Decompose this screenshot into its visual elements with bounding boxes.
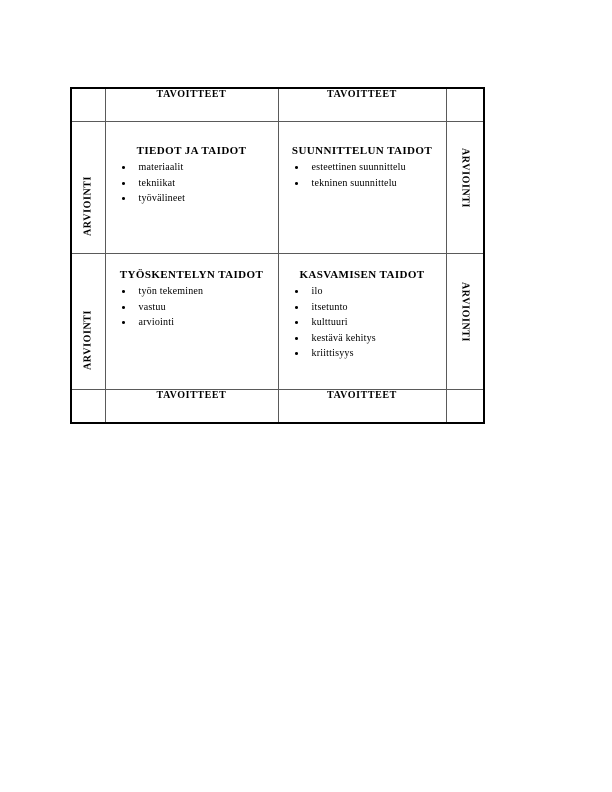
list-item [122, 191, 278, 207]
bullet-list [106, 284, 278, 331]
quadrant-title: TIEDOT JA TAIDOT [136, 145, 247, 157]
list-item-text: tekninen suunnittelu [311, 177, 397, 189]
right-rail-label-1: ARVIOINTI [459, 148, 471, 209]
quadrant-suunnittelun-taidot [278, 122, 446, 254]
bullet-icon [295, 306, 298, 309]
quadrant-title: TYÖSKENTELYN TAIDOT [119, 269, 264, 281]
list-item [122, 284, 278, 300]
corner-cell-top-left [71, 88, 105, 122]
bullet-list [279, 160, 446, 191]
right-rail-cell-2 [446, 254, 484, 390]
quadrant-row-2 [71, 254, 484, 390]
bullet-icon [122, 166, 125, 169]
list-item [122, 315, 278, 331]
footer-row [71, 390, 484, 424]
bullet-icon [295, 321, 298, 324]
bullet-icon [122, 290, 125, 293]
bullet-icon [122, 197, 125, 200]
corner-cell-top-right [446, 88, 484, 122]
list-item [295, 284, 446, 300]
goal-label-top-right: TAVOITTEET [278, 88, 446, 122]
list-item [295, 176, 446, 192]
bullet-icon [295, 337, 298, 340]
left-rail-label-1: ARVIOINTI [82, 175, 94, 236]
quadrant-kasvamisen-taidot [278, 254, 446, 390]
list-item [295, 346, 446, 362]
list-item-text: materiaalit [138, 162, 184, 173]
goal-label-bottom-right: TAVOITTEET [278, 390, 446, 424]
quadrant-title: KASVAMISEN TAIDOT [299, 269, 425, 281]
goal-label-bottom-left: TAVOITTEET [105, 390, 278, 424]
list-item-text: työn tekeminen [138, 286, 204, 297]
quadrant-tiedot-ja-taidot [105, 122, 278, 254]
list-item-text: itsetunto [311, 301, 348, 313]
left-rail-cell-1 [71, 122, 105, 254]
bullet-icon [295, 352, 298, 355]
bullet-list [106, 160, 278, 207]
bullet-icon [122, 306, 125, 309]
list-item-text: esteettinen suunnittelu [311, 162, 406, 173]
list-item-text: kulttuuri [311, 317, 348, 328]
list-item [295, 331, 446, 347]
corner-cell-bottom-right [446, 390, 484, 424]
quadrant-tyoskentelyn-taidot [105, 254, 278, 390]
goal-label-top-left: TAVOITTEET [105, 88, 278, 122]
list-item [295, 160, 446, 176]
list-item-text: kriittisyys [311, 348, 354, 359]
right-rail-label-2: ARVIOINTI [459, 282, 471, 343]
bullet-icon [295, 290, 298, 293]
list-item-text: tekniikat [138, 177, 176, 189]
assessment-matrix-table [70, 87, 485, 424]
list-item-text: vastuu [138, 301, 166, 313]
corner-cell-bottom-left [71, 390, 105, 424]
left-rail-label-2: ARVIOINTI [82, 310, 94, 371]
bullet-icon [122, 321, 125, 324]
left-rail-cell-2 [71, 254, 105, 390]
bullet-icon [295, 166, 298, 169]
list-item-text: työvälineet [138, 193, 186, 204]
list-item-text: kestävä kehitys [311, 332, 376, 344]
list-item [122, 300, 278, 316]
list-item [295, 300, 446, 316]
right-rail-cell-1 [446, 122, 484, 254]
list-item [122, 160, 278, 176]
list-item-text: arviointi [138, 317, 175, 328]
bullet-icon [295, 182, 298, 185]
list-item [295, 315, 446, 331]
bullet-list [279, 284, 446, 362]
header-row [71, 88, 484, 122]
list-item-text: ilo [311, 286, 323, 297]
quadrant-title: SUUNNITTELUN TAIDOT [291, 145, 433, 157]
list-item [122, 176, 278, 192]
quadrant-row-1 [71, 122, 484, 254]
bullet-icon [122, 182, 125, 185]
